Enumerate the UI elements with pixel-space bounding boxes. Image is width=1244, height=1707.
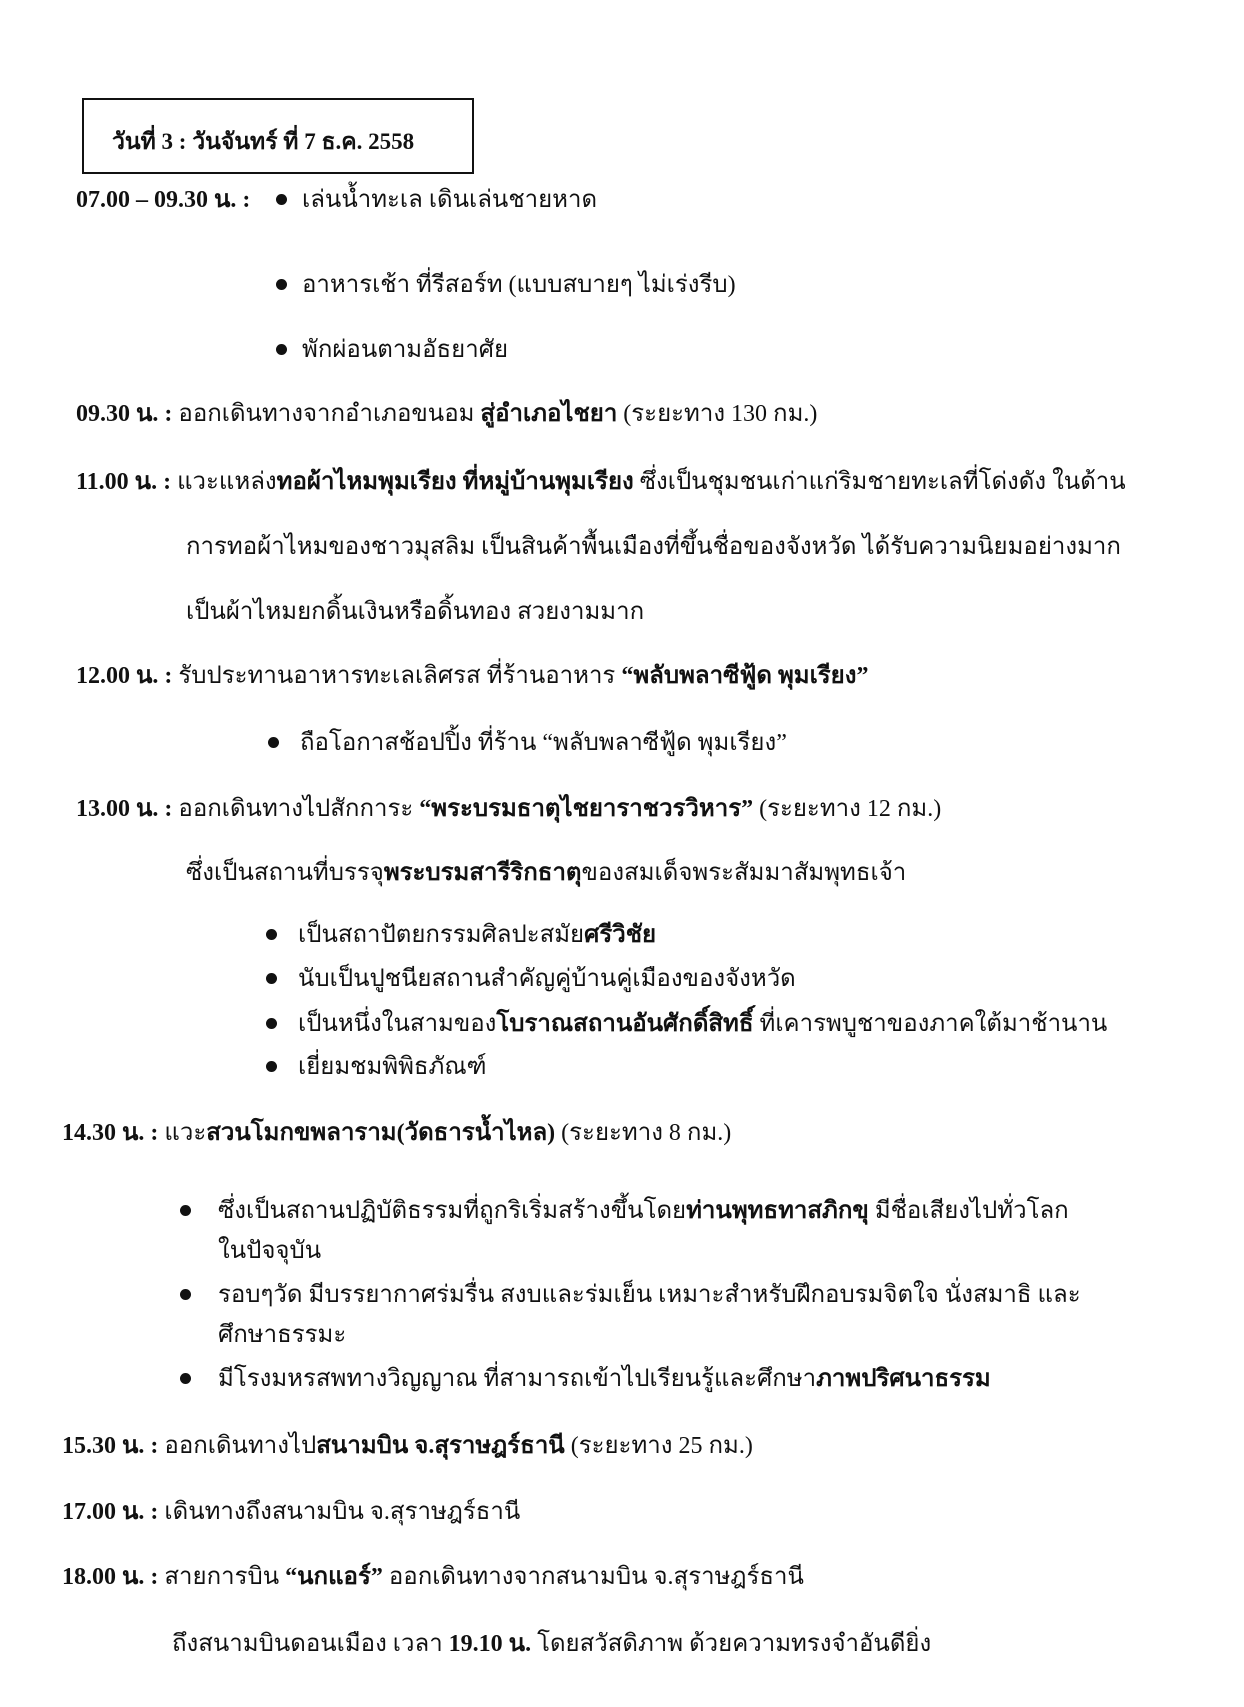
- activity-text: ที่เคารพบูชาของภาคใต้มาช้านาน: [753, 1011, 1108, 1037]
- activity-bullet: [298, 920, 656, 950]
- activity-continuation: [186, 858, 906, 888]
- activity-highlight: ศรีวิชัย: [584, 922, 657, 948]
- activity-text: ซึ่งเป็นสถานที่บรรจุ: [186, 860, 384, 886]
- activity-text: มีชื่อเสียงไปทั่วโลก: [868, 1198, 1069, 1224]
- activity-continuation: [172, 1629, 931, 1659]
- schedule-row: [62, 1562, 804, 1592]
- schedule-row: [76, 794, 941, 824]
- schedule-row: [76, 399, 817, 429]
- bullet-icon: [276, 344, 287, 355]
- schedule-row: [62, 1431, 753, 1461]
- activity-text: เป็นสถาปัตยกรรมศิลปะสมัย: [298, 922, 585, 948]
- activity-text: (ระยะทาง 130 กม.): [617, 401, 818, 427]
- activity-text: ออกเดินทางจากอำเภอขนอม: [178, 401, 481, 427]
- activity-highlight: “พลับพลาซีฟู้ด พุมเรียง”: [621, 663, 869, 689]
- bullet-icon: [266, 1061, 277, 1072]
- schedule-row: [62, 1497, 520, 1527]
- activity-highlight: 19.10 น.: [448, 1631, 532, 1657]
- activity-text: รอบๆวัด มีบรรยากาศร่มรื่น สงบและร่มเย็น เหมาะสำหรับฝึกอบรมจิตใจ นั่งสมาธิ และ: [218, 1282, 1081, 1308]
- schedule-row: [62, 1118, 731, 1148]
- activity-text: ของสมเด็จพระสัมมาสัมพุทธเจ้า: [581, 860, 907, 886]
- activity-text: สายการบิน: [158, 1564, 286, 1590]
- activity-highlight: ท่านพุทธทาสภิกขุ: [686, 1198, 869, 1224]
- activity-continuation: เป็นผ้าไหมยกดิ้นเงินหรือดิ้นทอง สวยงามมาก: [186, 599, 645, 625]
- activity-continuation: การทอผ้าไหมของชาวมุสลิม เป็นสินค้าพื้นเมืองที่ขึ้นชื่อของจังหวัด ได้รับความนิยมอย่างมาก: [186, 534, 1121, 560]
- activity-bullet: [298, 1009, 1107, 1039]
- activity-text: เล่นน้ำทะเล เดินเล่นชายหาด: [302, 187, 598, 213]
- activity-text: เป็นหนึ่งในสามของ: [298, 1011, 497, 1037]
- activity-continuation: ศึกษาธรรมะ: [218, 1322, 347, 1348]
- time-label: 11.00 น. :: [76, 469, 172, 495]
- activity-highlight: พระบรมสารีริกธาตุ: [383, 860, 582, 886]
- bullet-icon: [266, 929, 277, 940]
- activity-text: ซึ่งเป็นชุมชนเก่าแก่ริมชายทะเลที่โด่งดัง ในด้าน: [633, 469, 1126, 495]
- activity-highlight: ทอผ้าไหมพุมเรียง ที่หมู่บ้านพุมเรียง: [276, 469, 634, 495]
- schedule-row: [76, 467, 1126, 497]
- time-label: 17.00 น. :: [62, 1499, 159, 1525]
- time-label: 07.00 – 09.30 น. :: [76, 187, 251, 213]
- activity-highlight: สนามบิน จ.สุราษฎร์ธานี: [316, 1433, 565, 1459]
- activity-text: ออกเดินทางจากสนามบิน จ.สุราษฎร์ธานี: [382, 1564, 804, 1590]
- activity-bullet: [218, 1196, 1069, 1226]
- bullet-icon: [180, 1289, 191, 1300]
- bullet-icon: [268, 737, 279, 748]
- activity-continuation: ในปัจจุบัน: [218, 1238, 322, 1264]
- bullet-icon: [276, 194, 287, 205]
- activity-text: ถึงสนามบินดอนเมือง เวลา: [172, 1631, 449, 1657]
- activity-text: เยี่ยมชมพิพิธภัณฑ์: [298, 1054, 487, 1080]
- time-label: 15.30 น. :: [62, 1433, 159, 1459]
- activity-text: ออกเดินทางไปสักการะ: [178, 796, 420, 822]
- activity-text: พักผ่อนตามอัธยาศัย: [302, 337, 509, 363]
- activity-text: (ระยะทาง 8 กม.): [555, 1120, 732, 1146]
- time-label: 09.30 น. :: [76, 401, 173, 427]
- day-header-box: [82, 98, 474, 174]
- schedule-row: [76, 661, 868, 691]
- activity-highlight: “พระบรมธาตุไชยาราชวรวิหาร”: [419, 796, 754, 822]
- bullet-icon: [180, 1205, 191, 1216]
- bullet-icon: [276, 279, 287, 290]
- activity-highlight: “นกแอร์”: [285, 1564, 383, 1590]
- activity-text: แวะ: [158, 1120, 207, 1146]
- day-header-title: วันที่ 3 : วันจันทร์ ที่ 7 ธ.ค. 2558: [112, 129, 415, 154]
- activity-highlight: สวนโมกขพลาราม(วัดธารน้ำไหล): [206, 1120, 556, 1146]
- activity-text: อาหารเช้า ที่รีสอร์ท (แบบสบายๆ ไม่เร่งรีบ): [302, 272, 736, 298]
- bullet-icon: [266, 1018, 277, 1029]
- activity-text: (ระยะทาง 12 กม.): [753, 796, 942, 822]
- activity-text: ถือโอกาสช้อปปิ้ง ที่ร้าน “พลับพลาซีฟู้ด พุมเรียง”: [300, 730, 787, 756]
- time-label: 14.30 น. :: [62, 1120, 159, 1146]
- time-label: 13.00 น. :: [76, 796, 173, 822]
- time-label: 18.00 น. :: [62, 1564, 159, 1590]
- activity-text: ออกเดินทางไป: [158, 1433, 317, 1459]
- activity-text: ซึ่งเป็นสถานปฏิบัติธรรมที่ถูกริเริ่มสร้างขึ้นโดย: [218, 1198, 687, 1224]
- bullet-icon: [180, 1373, 191, 1384]
- activity-text: โดยสวัสดิภาพ ด้วยความทรงจำอันดียิ่ง: [531, 1631, 932, 1657]
- activity-text: เดินทางถึงสนามบิน จ.สุราษฎร์ธานี: [158, 1499, 521, 1525]
- activity-text: แวะแหล่ง: [177, 469, 277, 495]
- bullet-icon: [266, 973, 277, 984]
- activity-text: (ระยะทาง 25 กม.): [564, 1433, 753, 1459]
- activity-text: รับประทานอาหารทะเลเลิศรส ที่ร้านอาหาร: [178, 663, 622, 689]
- activity-highlight: สู่อำเภอไชยา: [480, 401, 618, 427]
- time-label: 12.00 น. :: [76, 663, 173, 689]
- activity-highlight: โบราณสถานอันศักดิ์สิทธิ์: [496, 1011, 754, 1037]
- activity-highlight: ภาพปริศนาธรรม: [816, 1366, 991, 1392]
- activity-text: นับเป็นปูชนียสถานสำคัญคู่บ้านคู่เมืองของจังหวัด: [298, 966, 796, 992]
- activity-text: มีโรงมหรสพทางวิญญาณ ที่สามารถเข้าไปเรียนรู้และศึกษา: [218, 1366, 817, 1392]
- activity-bullet: [218, 1364, 991, 1394]
